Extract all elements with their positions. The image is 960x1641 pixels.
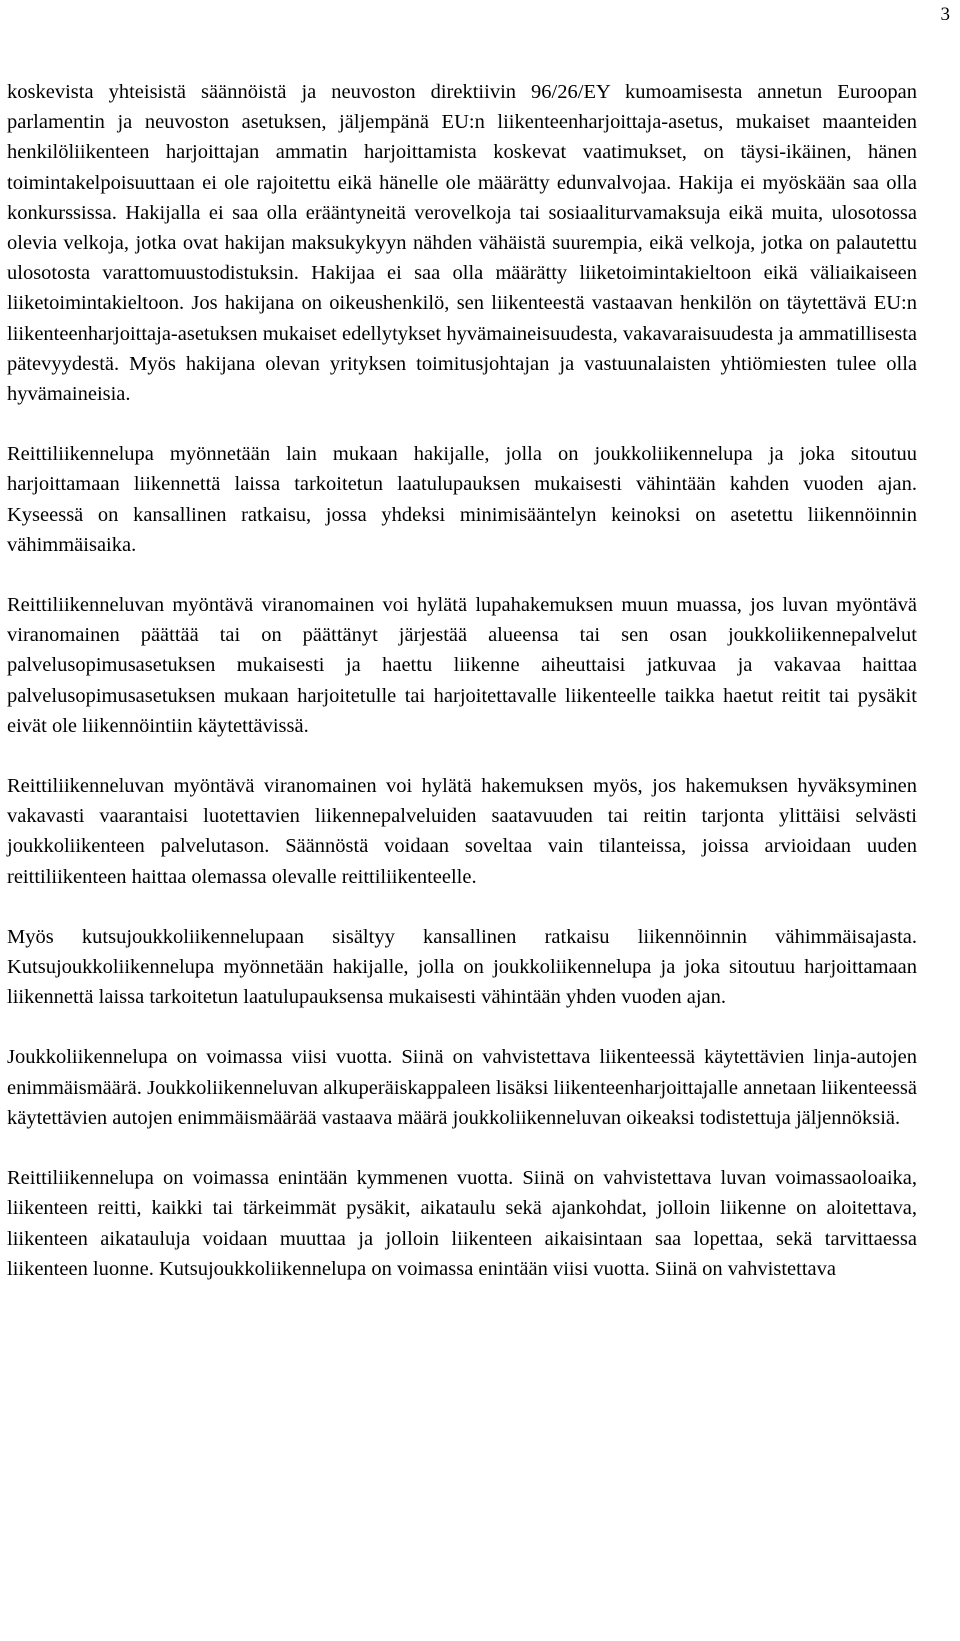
paragraph-route-licence-rejection: Reittiliikenneluvan myöntävä viranomainen voi hylätä lupahakemuksen muun muassa, jos luvan myöntävä viranomainen päättää tai on päättänyt järjestää alueensa tai sen osan joukkoliikennepalvelut palvelusopimusasetuksen mukaisesti ja haettu liikenne aiheuttaisi jatkuvaa ja vakavaa haittaa palvelusopimusasetuksen mukaan harjoitetulle tai harjoitettavalle liikenteelle taikka haetut reitit tai pysäkit eivät ole liikennöintiin käytettävissä. [7,594,917,737]
paragraph-route-licence-grant: Reittiliikennelupa myönnetään lain mukaan hakijalle, jolla on joukkoliikennelupa ja joka sitoutuu harjoittamaan liikennettä laissa tarkoitetun laatulupauksen mukaisesti vähintään kahden vuoden ajan. Kyseessä on kansallinen ratkaisu, jossa yhdeksi minimisääntelyn keinoksi on asetettu liikennöinnin vähimmäisaika. [7,443,917,556]
paragraph-public-transport-licence-validity: Joukkoliikennelupa on voimassa viisi vuotta. Siinä on vahvistettava liikenteessä käytettävien linja-autojen enimmäismäärä. Joukkoliikenneluvan alkuperäiskappaleen lisäksi liikenteenharjoittajalle annetaan liikenteessä käytettävien autojen enimmäismäärää vastaava määrä joukkoliikenneluvan oikeaksi todistettuja jäljennöksiä. [7,1046,917,1129]
page-number: 3 [940,4,950,25]
paragraph-route-licence-rejection-service: Reittiliikenneluvan myöntävä viranomainen voi hylätä hakemuksen myös, jos hakemuksen hyväksyminen vakavasti vaarantaisi luotettavien liikennepalveluiden saatavuuden tai reitin tarjonta ylittäisi selvästi joukkoliikenteen palvelutason. Säännöstä voidaan soveltaa vain tilanteissa, joissa arvioidaan uuden reittiliikenteen haittaa olemassa olevalle reittiliikenteelle. [7,775,917,888]
paragraph-eligibility-requirements: koskevista yhteisistä säännöistä ja neuvoston direktiivin 96/26/EY kumoamisesta annetun Euroopan parlamentin ja neuvoston asetuksen, jäljempänä EU:n liikenteenharjoittaja-asetus, mukaiset maanteiden henkilöliikenteen harjoittajan ammatin harjoittamista koskevat vaatimukset, on täysi-ikäinen, hänen toimintakelpoisuuttaan ei ole rajoitettu eikä hänelle ole määrätty edunvalvojaa. Hakija ei myöskään saa olla konkurssissa. Hakijalla ei saa olla erääntyneitä verovelkoja tai sosiaaliturvamaksuja eikä muita, ulosotossa olevia velkoja, jotka ovat hakijan maksukykyyn nähden vähäistä suurempia, eikä velkoja, jotka on palautettu ulosotosta varattomuustodistuksin. Hakijaa ei saa olla määrätty liiketoimintakieltoon eikä väliaikaiseen liiketoimintakieltoon. Jos hakijana on oikeushenkilö, sen liikenteestä vastaavan henkilön on täytettävä EU:n liikenteenharjoittaja-asetuksen mukaiset edellytykset hyvämaineisuudesta, vakavaraisuudesta ja ammatillisesta pätevyydestä. Myös hakijana olevan yrityksen toimitusjohtajan ja vastuunalaisten yhtiömiesten tulee olla hyvämaineisia. [7,81,917,406]
paragraph-route-licence-validity: Reittiliikennelupa on voimassa enintään kymmenen vuotta. Siinä on vahvistettava luvan voimassaoloaika, liikenteen reitti, kaikki tai tärkeimmät pysäkit, aikataulu sekä ajankohdat, jolloin liikenne on aloitettava, liikenteen aikatauluja voidaan muuttaa ja jolloin liikenteen aikaisintaan saa lopettaa, sekä tarvittaessa liikenteen luonne. Kutsujoukkoliikennelupa on voimassa enintään viisi vuotta. Siinä on vahvistettava [7,1167,917,1280]
document-body [7,77,917,1284]
paragraph-demand-responsive-licence: Myös kutsujoukkoliikennelupaan sisältyy kansallinen ratkaisu liikennöinnin vähimmäisajasta. Kutsujoukkoliikennelupa myönnetään hakijalle, jolla on joukkoliikennelupa ja joka sitoutuu harjoittamaan liikennettä laissa tarkoitetun laatulupauksensa mukaisesti vähintään yhden vuoden ajan. [7,925,917,1009]
